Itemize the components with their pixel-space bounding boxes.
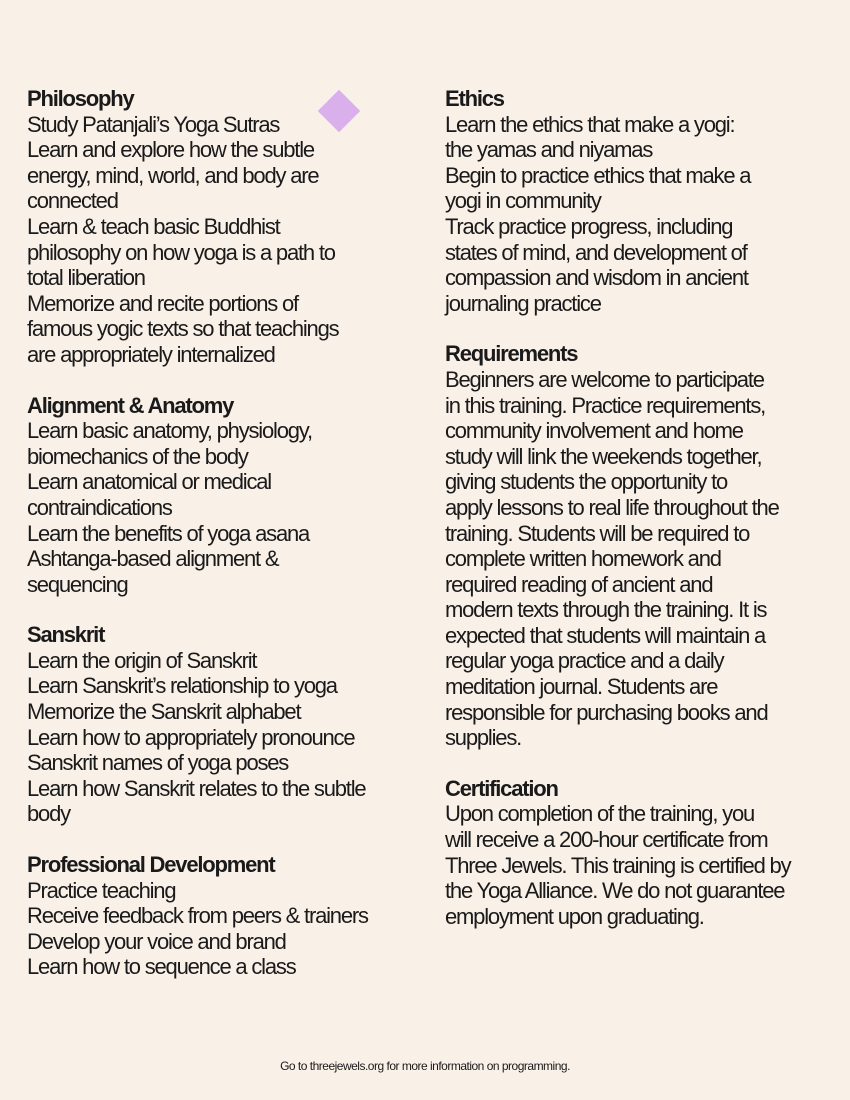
body-line: Study Patanjali’s Yoga Sutras: [27, 111, 280, 137]
body-line: compassion and wisdom in ancient: [445, 265, 748, 291]
section-requirements: [445, 341, 840, 751]
body-line: complete written homework and: [445, 546, 721, 572]
body-line: Learn and explore how the subtle: [27, 137, 314, 163]
body-line: states of mind, and development of: [445, 239, 747, 265]
section-body: [445, 112, 840, 317]
body-line: responsible for purchasing books and: [445, 699, 768, 725]
body-line: study will link the weekends together,: [445, 443, 762, 469]
section-heading: Ethics: [445, 86, 504, 111]
section-heading: Philosophy: [27, 86, 134, 111]
section-body: [445, 367, 840, 751]
section-professional-development: [27, 852, 427, 980]
body-line: Begin to practice ethics that make a: [445, 162, 751, 188]
body-line: will receive a 200-hour certificate from: [445, 827, 768, 853]
section-philosophy: [27, 86, 427, 368]
body-line: apply lessons to real life throughout the: [445, 494, 779, 520]
body-line: Learn anatomical or medical: [27, 469, 271, 495]
body-line: journaling practice: [445, 290, 601, 316]
section-certification: [445, 776, 840, 930]
section-heading: Certification: [445, 775, 558, 801]
body-line: Learn how to appropriately pronounce: [27, 724, 355, 750]
body-line: total liberation: [27, 265, 145, 291]
section-sanskrit: [27, 622, 427, 827]
body-line: community involvement and home: [445, 418, 743, 444]
body-line: Learn how to sequence a class: [27, 954, 296, 980]
body-line: energy, mind, world, and body are: [27, 162, 319, 188]
body-line: Develop your voice and brand: [27, 928, 286, 954]
section-heading: Requirements: [445, 341, 578, 367]
body-line: Ashtanga-based alignment &: [27, 546, 279, 572]
section-body: [27, 112, 427, 368]
section-body: [445, 801, 840, 929]
body-line: connected: [27, 188, 118, 214]
body-line: Practice teaching: [27, 877, 176, 903]
body-line: giving students the opportunity to: [445, 469, 728, 495]
section-body: [27, 648, 427, 827]
body-line: Three Jewels. This training is certified by: [445, 852, 791, 878]
body-line: training. Students will be required to: [445, 520, 750, 546]
body-line: contraindications: [27, 494, 172, 520]
body-line: Learn the origin of Sanskrit: [27, 647, 257, 673]
body-line: are appropriately internalized: [27, 341, 275, 367]
body-line: the yamas and niyamas: [445, 137, 653, 163]
body-line: Sanskrit names of yoga poses: [27, 750, 289, 776]
section-heading: Alignment & Anatomy: [27, 392, 234, 418]
body-line: Learn the benefits of yoga asana: [27, 520, 310, 546]
body-line: Memorize the Sanskrit alphabet: [27, 699, 301, 725]
body-line: sequencing: [27, 571, 128, 597]
body-line: Receive feedback from peers & trainers: [27, 903, 368, 929]
body-line: required reading of ancient and: [445, 571, 713, 597]
body-line: supplies.: [445, 725, 522, 751]
left-column: [27, 86, 427, 1005]
body-line: Track practice progress, including: [445, 213, 733, 239]
body-line: famous yogic texts so that teachings: [27, 316, 339, 342]
body-line: biomechanics of the body: [27, 443, 248, 469]
section-alignment-and-anatomy: [27, 393, 427, 598]
body-line: Learn basic anatomy, physiology,: [27, 418, 312, 444]
body-line: philosophy on how yoga is a path to: [27, 239, 335, 265]
body-line: employment upon graduating.: [445, 903, 704, 929]
body-line: meditation journal. Students are: [445, 674, 718, 700]
body-line: body: [27, 801, 70, 827]
body-line: in this training. Practice requirements,: [445, 392, 766, 418]
section-heading: Professional Development: [27, 852, 275, 878]
body-line: Beginners are welcome to participate: [445, 366, 764, 392]
body-line: Learn the ethics that make a yogi:: [445, 111, 735, 137]
body-line: yogi in community: [445, 188, 601, 214]
body-line: Memorize and recite portions of: [27, 290, 298, 316]
section-body: [27, 878, 427, 980]
body-line: regular yoga practice and a daily: [445, 648, 724, 674]
section-ethics: [445, 86, 840, 316]
body-line: Learn how Sanskrit relates to the subtle: [27, 775, 366, 801]
body-line: expected that students will maintain a: [445, 622, 766, 648]
right-column: [445, 86, 840, 954]
body-line: the Yoga Alliance. We do not guarantee: [445, 878, 785, 904]
body-line: Learn & teach basic Buddhist: [27, 213, 280, 239]
body-line: Learn Sanskrit’s relationship to yoga: [27, 673, 337, 699]
footer-note: Go to threejewels.org for more information on programming.: [280, 1059, 570, 1073]
body-line: Upon completion of the training, you: [445, 801, 755, 827]
section-heading: Sanskrit: [27, 622, 105, 648]
body-line: modern texts through the training. It is: [445, 597, 767, 623]
section-body: [27, 418, 427, 597]
